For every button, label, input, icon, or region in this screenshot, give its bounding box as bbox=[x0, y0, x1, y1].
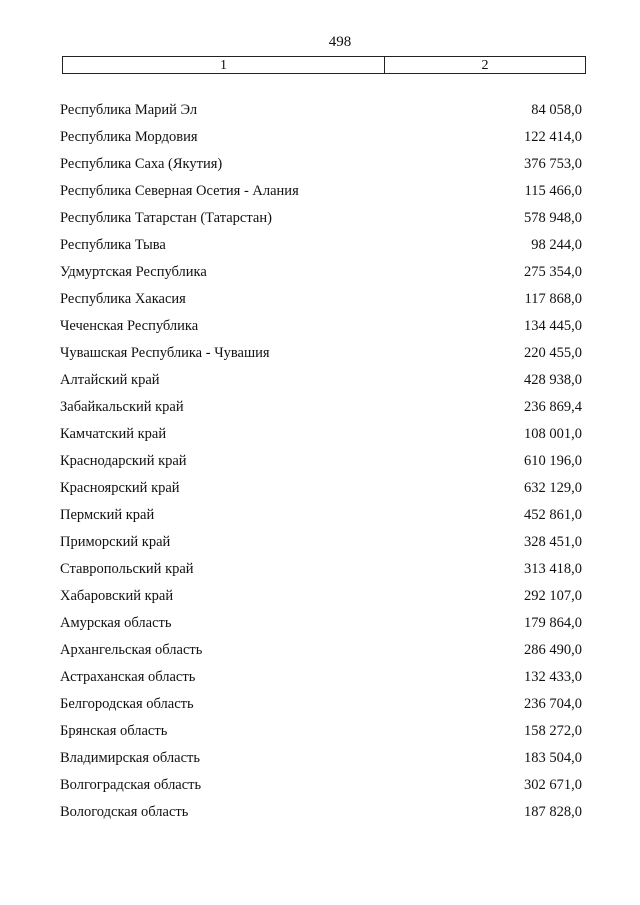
table-row bbox=[56, 235, 586, 262]
region-name: Вологодская область bbox=[60, 804, 189, 820]
region-value: 236 704,0 bbox=[524, 696, 582, 712]
table-row bbox=[56, 370, 586, 397]
table-row bbox=[56, 613, 586, 640]
table-row bbox=[56, 451, 586, 478]
region-name: Пермский край bbox=[60, 507, 155, 523]
region-name: Приморский край bbox=[60, 534, 171, 550]
table-row bbox=[56, 289, 586, 316]
region-value: 376 753,0 bbox=[524, 156, 582, 172]
region-value: 158 272,0 bbox=[524, 723, 582, 739]
region-value: 428 938,0 bbox=[524, 372, 582, 388]
region-value: 179 864,0 bbox=[524, 615, 582, 631]
region-name: Архангельская область bbox=[60, 642, 203, 658]
region-name: Забайкальский край bbox=[60, 399, 184, 415]
table-row bbox=[56, 100, 586, 127]
column-header-1: 1 bbox=[63, 57, 385, 73]
table-row bbox=[56, 478, 586, 505]
region-name: Красноярский край bbox=[60, 480, 180, 496]
table-row bbox=[56, 154, 586, 181]
region-value: 292 107,0 bbox=[524, 588, 582, 604]
table-row bbox=[56, 424, 586, 451]
region-name: Республика Тыва bbox=[60, 237, 166, 253]
region-name: Республика Марий Эл bbox=[60, 102, 198, 118]
region-name: Ставропольский край bbox=[60, 561, 194, 577]
table-row bbox=[56, 694, 586, 721]
region-value: 452 861,0 bbox=[524, 507, 582, 523]
region-name: Астраханская область bbox=[60, 669, 196, 685]
table-row bbox=[56, 505, 586, 532]
table-row bbox=[56, 775, 586, 802]
region-value: 98 244,0 bbox=[531, 237, 582, 253]
region-value: 275 354,0 bbox=[524, 264, 582, 280]
table-row bbox=[56, 586, 586, 613]
region-name: Республика Саха (Якутия) bbox=[60, 156, 223, 172]
table-row bbox=[56, 748, 586, 775]
table-row bbox=[56, 208, 586, 235]
table-row bbox=[56, 316, 586, 343]
region-name: Республика Татарстан (Татарстан) bbox=[60, 210, 272, 226]
table-row bbox=[56, 667, 586, 694]
region-value: 134 445,0 bbox=[524, 318, 582, 334]
column-header-table bbox=[62, 56, 586, 74]
region-value: 313 418,0 bbox=[524, 561, 582, 577]
region-value: 132 433,0 bbox=[524, 669, 582, 685]
region-value: 578 948,0 bbox=[524, 210, 582, 226]
region-value: 122 414,0 bbox=[524, 129, 582, 145]
region-value: 236 869,4 bbox=[524, 399, 582, 415]
region-value: 220 455,0 bbox=[524, 345, 582, 361]
region-name: Камчатский край bbox=[60, 426, 167, 442]
region-value: 328 451,0 bbox=[524, 534, 582, 550]
table-row bbox=[56, 640, 586, 667]
region-value: 84 058,0 bbox=[531, 102, 582, 118]
region-name: Алтайский край bbox=[60, 372, 160, 388]
region-name: Белгородская область bbox=[60, 696, 194, 712]
table-row bbox=[56, 181, 586, 208]
region-value: 117 868,0 bbox=[524, 291, 582, 307]
region-value: 187 828,0 bbox=[524, 804, 582, 820]
region-name: Республика Хакасия bbox=[60, 291, 186, 307]
region-value: 286 490,0 bbox=[524, 642, 582, 658]
region-value: 115 466,0 bbox=[524, 183, 582, 199]
region-value: 610 196,0 bbox=[524, 453, 582, 469]
region-name: Удмуртская Республика bbox=[60, 264, 207, 280]
region-name: Владимирская область bbox=[60, 750, 200, 766]
region-name: Чувашская Республика - Чувашия bbox=[60, 345, 270, 361]
region-value: 632 129,0 bbox=[524, 480, 582, 496]
region-name: Чеченская Республика bbox=[60, 318, 199, 334]
region-name: Республика Северная Осетия - Алания bbox=[60, 183, 299, 199]
table-row bbox=[56, 397, 586, 424]
region-name: Брянская область bbox=[60, 723, 168, 739]
table-row bbox=[56, 343, 586, 370]
region-name: Республика Мордовия bbox=[60, 129, 198, 145]
column-header-2: 2 bbox=[481, 58, 489, 73]
table-row bbox=[56, 559, 586, 586]
region-name: Краснодарский край bbox=[60, 453, 187, 469]
table-row bbox=[56, 262, 586, 289]
region-value: 108 001,0 bbox=[524, 426, 582, 442]
table-row bbox=[56, 532, 586, 559]
region-table-body bbox=[56, 100, 586, 829]
table-row bbox=[56, 802, 586, 829]
region-name: Хабаровский край bbox=[60, 588, 174, 604]
region-name: Волгоградская область bbox=[60, 777, 202, 793]
table-row bbox=[56, 127, 586, 154]
region-value: 302 671,0 bbox=[524, 777, 582, 793]
region-value: 183 504,0 bbox=[524, 750, 582, 766]
table-row bbox=[56, 721, 586, 748]
page-number: 498 bbox=[328, 34, 352, 50]
region-name: Амурская область bbox=[60, 615, 172, 631]
